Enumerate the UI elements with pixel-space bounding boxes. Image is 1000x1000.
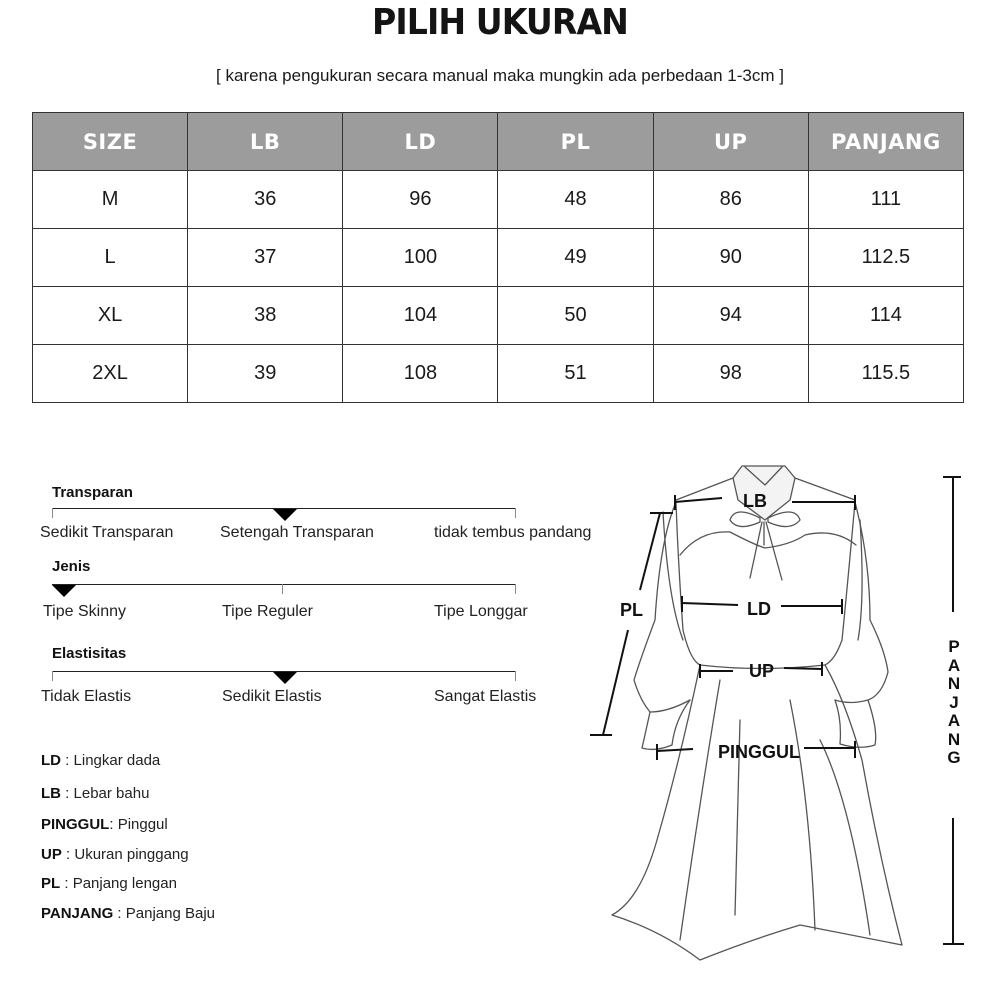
cell-pl: 49	[498, 229, 653, 287]
legend-sep: :	[60, 875, 73, 892]
scale-option: Sedikit Transparan	[40, 524, 174, 541]
legend-abbr: PANJANG	[41, 905, 114, 922]
cell-pl: 50	[498, 287, 653, 345]
column-header-ld: LD	[343, 113, 498, 171]
column-header-pl: PL	[498, 113, 653, 171]
cell-panjang: 112.5	[808, 229, 963, 287]
cell-panjang: 115.5	[808, 345, 963, 403]
cell-lb: 39	[188, 345, 343, 403]
page-title: PILIH UKURAN	[372, 2, 628, 43]
cell-size: 2XL	[33, 345, 188, 403]
cell-up: 94	[653, 287, 808, 345]
cell-ld: 96	[343, 171, 498, 229]
legend-desc: Panjang lengan	[72, 875, 177, 892]
label-pinggul: PINGGUL	[718, 742, 801, 762]
legend-sep: :	[61, 785, 74, 802]
column-header-size: SIZE	[33, 113, 188, 171]
cell-panjang: 111	[808, 171, 963, 229]
scale-option: tidak tembus pandang	[434, 524, 592, 541]
label-ld: LD	[747, 599, 771, 619]
scale-title: Jenis	[52, 558, 91, 575]
letter: G	[947, 748, 961, 767]
label-pl: PL	[620, 600, 644, 620]
cell-ld: 100	[343, 229, 498, 287]
letter: A	[947, 711, 961, 730]
scale-option: Sangat Elastis	[434, 688, 537, 705]
letter: J	[949, 692, 959, 712]
cell-up: 86	[653, 171, 808, 229]
legend-abbr: UP	[41, 846, 62, 863]
legend-sep: :	[61, 752, 74, 769]
legend-abbr: PL	[41, 875, 61, 892]
cell-pl: 51	[498, 345, 653, 403]
legend-sep: :	[109, 816, 118, 833]
column-header-lb: LB	[188, 113, 343, 171]
legend-abbr: LD	[41, 752, 61, 769]
cell-lb: 37	[188, 229, 343, 287]
cell-size: XL	[33, 287, 188, 345]
scale-option: Setengah Transparan	[220, 524, 374, 541]
cell-panjang: 114	[808, 287, 963, 345]
label-up: UP	[749, 661, 775, 681]
legend-abbr: LB	[41, 785, 61, 802]
legend-sep: :	[113, 905, 126, 922]
cell-up: 90	[653, 229, 808, 287]
legend-desc: Lingkar dada	[73, 752, 161, 769]
scale-option: Tipe Longgar	[434, 603, 528, 620]
page-subtitle: [ karena pengukuran secara manual maka mungkin ada perbedaan 1-3cm ]	[216, 66, 784, 85]
scale-title: Elastisitas	[52, 645, 127, 662]
scale-option: Tidak Elastis	[41, 688, 132, 705]
cell-ld: 108	[343, 345, 498, 403]
cell-lb: 38	[188, 287, 343, 345]
label-panjang-vertical	[946, 638, 962, 768]
scale-option: Sedikit Elastis	[222, 688, 322, 705]
legend-sep: :	[61, 846, 75, 863]
legend-desc: Ukuran pinggang	[74, 846, 189, 863]
letter: N	[947, 674, 961, 693]
legend-desc: Panjang Baju	[125, 905, 215, 922]
cell-up: 98	[653, 345, 808, 403]
label-lb: LB	[743, 491, 767, 511]
column-header-panjang: PANJANG	[808, 113, 963, 171]
letter: N	[947, 729, 961, 749]
column-header-up: UP	[653, 113, 808, 171]
legend-desc: Pinggul	[117, 816, 168, 833]
legend-abbr: PINGGUL	[41, 816, 110, 833]
cell-size: L	[33, 229, 188, 287]
scale-option: Tipe Skinny	[43, 603, 126, 620]
letter: P	[948, 637, 960, 656]
cell-lb: 36	[188, 171, 343, 229]
scale-option: Tipe Reguler	[222, 603, 314, 620]
cell-size: M	[33, 171, 188, 229]
legend-desc: Lebar bahu	[73, 785, 150, 802]
scale-title: Transparan	[52, 484, 133, 501]
letter: A	[947, 655, 961, 675]
cell-pl: 48	[498, 171, 653, 229]
cell-ld: 104	[343, 287, 498, 345]
